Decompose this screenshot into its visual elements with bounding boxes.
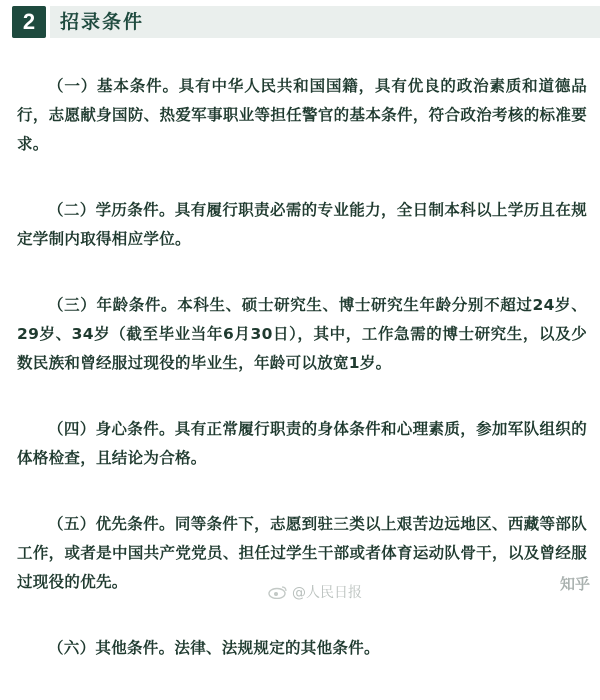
weibo-icon [268, 585, 288, 599]
condition-other: （六）其他条件。法律、法规规定的其他条件。 [48, 639, 380, 657]
weibo-watermark-text: @人民日报 [292, 585, 362, 601]
section-title-bar [50, 6, 600, 38]
weibo-watermark [268, 582, 362, 602]
section-header [12, 6, 600, 40]
condition-age: （三）年龄条件。本科生、硕士研究生、博士研究生年龄分别不超过24岁、29岁、34岁（截至毕业当年6月30日），其中，工作急需的博士研究生，以及少数民族和曾经服过现役的毕业生，年龄可以放宽1岁。 [17, 296, 587, 372]
condition-physical-mental: （四）身心条件。具有正常履行职责的身体条件和心理素质，参加军队组织的体格检查，且结论为合格。 [17, 420, 587, 467]
section-number-badge: 2 [12, 6, 46, 38]
condition-basic: （一）基本条件。具有中华人民共和国国籍，具有优良的政治素质和道德品行，志愿献身国防、热爱军事职业等担任警官的基本条件，符合政治考核的标准要求。 [17, 77, 587, 153]
condition-priority: （五）优先条件。同等条件下，志愿到驻三类以上艰苦边远地区、西藏等部队工作，或者是中国共产党党员、担任过学生干部或者体育运动队骨干，以及曾经服过现役的优先。 [17, 515, 587, 591]
section-title: 招录条件 [60, 11, 145, 33]
zhihu-watermark: 知乎 [559, 575, 590, 593]
condition-education: （二）学历条件。具有履行职责必需的专业能力，全日制本科以上学历且在规定学制内取得相应学位。 [17, 201, 587, 248]
